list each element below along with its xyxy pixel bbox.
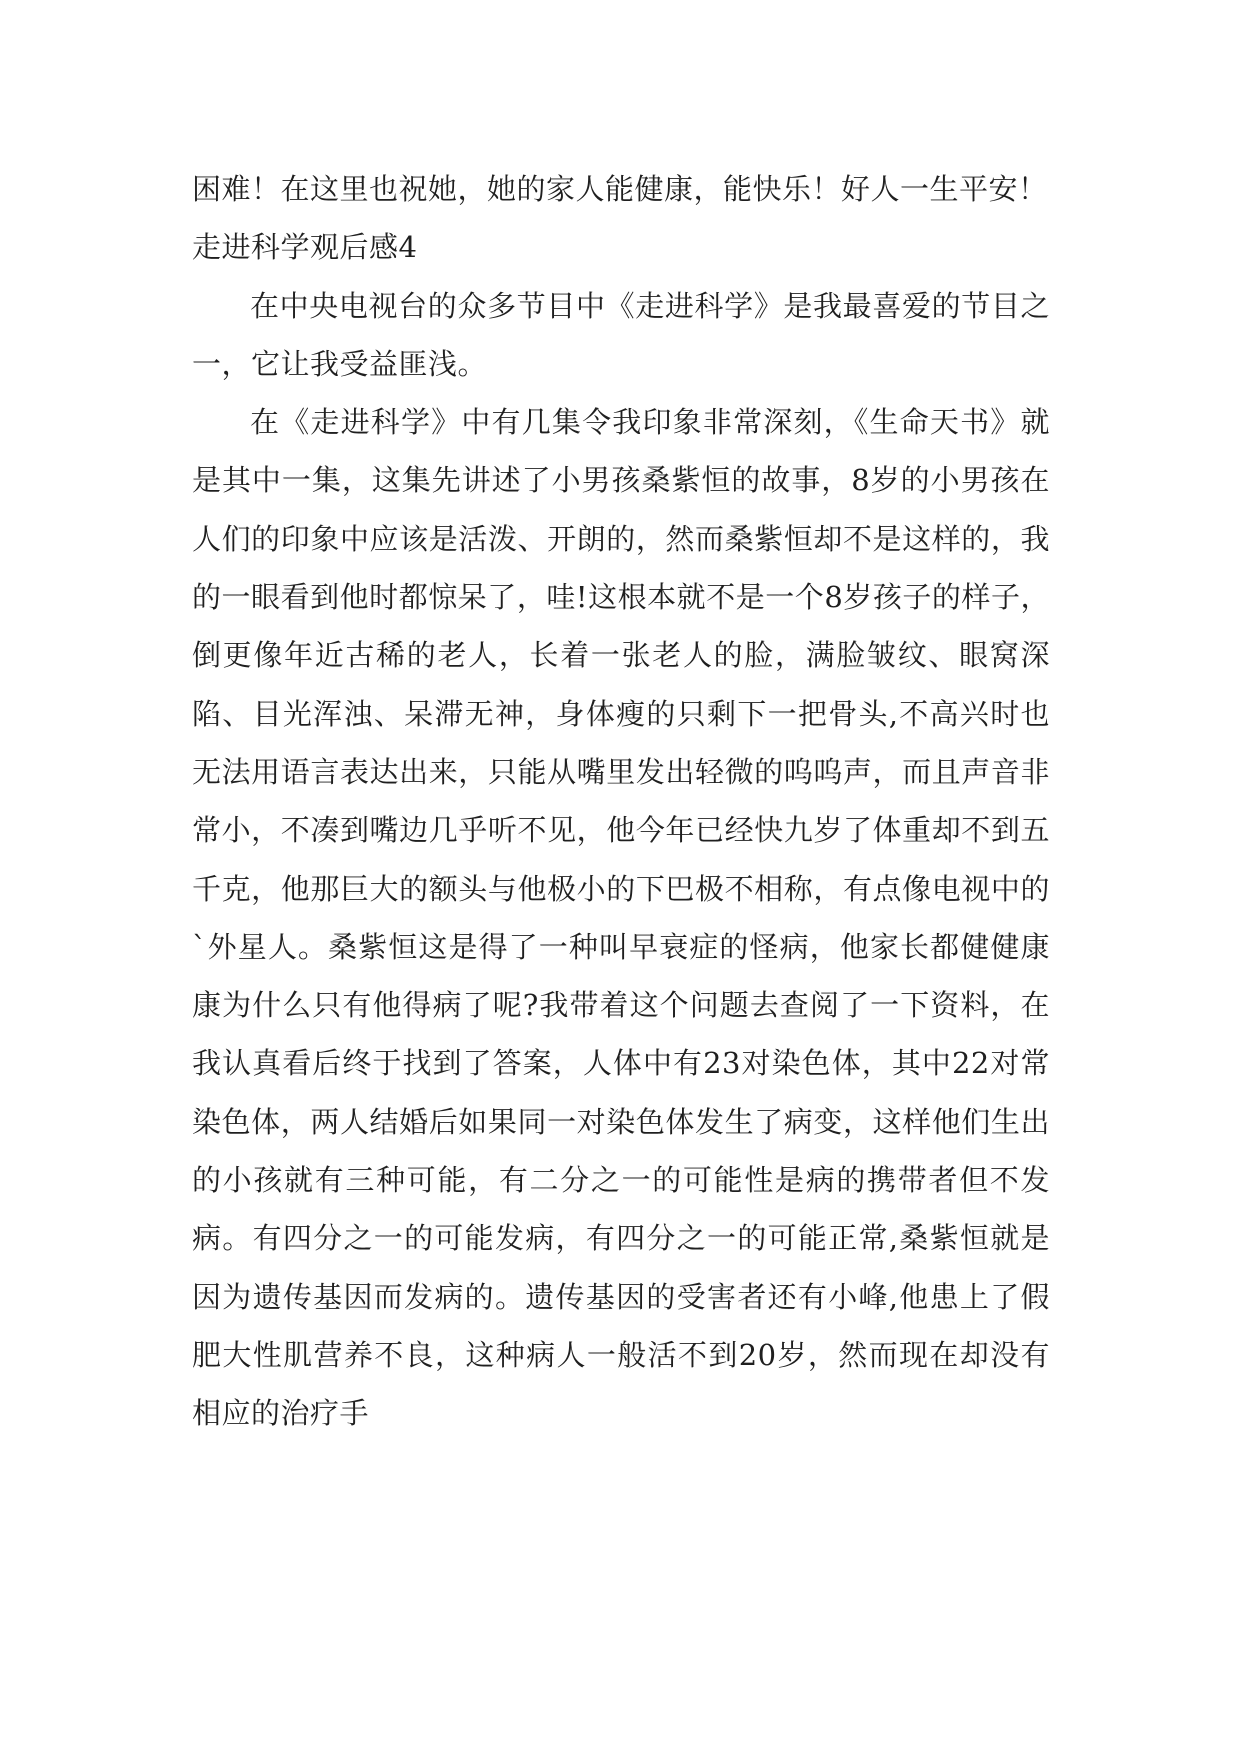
section-heading: 走进科学观后感4 <box>192 230 418 265</box>
paragraph-intro: 在中央电视台的众多节目中《走进科学》是我最喜爱的节目之一，它让我受益匪浅。 <box>192 288 1050 381</box>
document-body <box>192 160 1050 1443</box>
continuation-paragraph: 困难！在这里也祝她，她的家人能健康，能快乐！好人一生平安！ <box>192 172 1048 206</box>
paragraph-body: 在《走进科学》中有几集令我印象非常深刻，《生命天书》就是其中一集，这集先讲述了小男孩桑紫恒的故事，8岁的小男孩在人们的印象中应该是活泼、开朗的，然而桑紫恒却不是这样的，我的一眼看到他时都惊呆了，哇!这根本就不是一个8岁孩子的样子，倒更像年近古稀的老人，长着一张老人的脸，满脸皱纹、眼窝深陷、目光浑浊、呆滞无神，身体瘦的只剩下一把骨头,不高兴时也无法用语言表达出来，只能从嘴里发出轻微的呜呜声，而且声音非常小，不凑到嘴边几乎听不见，他今年已经快九岁了体重却不到五千克，他那巨大的额头与他极小的下巴极不相称，有点像电视中的`外星人。桑紫恒这是得了一种叫早衰症的怪病，他家长都健健康康为什么只有他得病了呢?我带着这个问题去查阅了一下资料，在我认真看后终于找到了答案，人体中有23对染色体，其中22对常染色体，两人结婚后如果同一对染色体发生了病变，这样他们生出的小孩就有三种可能，有二分之一的可能性是病的携带者但不发病。有四分之一的可能发病，有四分之一的可能正常,桑紫恒就是因为遗传基因而发病的。遗传基因的受害者还有小峰,他患上了假肥大性肌营养不良，这种病人一般活不到20岁，然而现在却没有相应的治疗手 <box>192 405 1050 1431</box>
